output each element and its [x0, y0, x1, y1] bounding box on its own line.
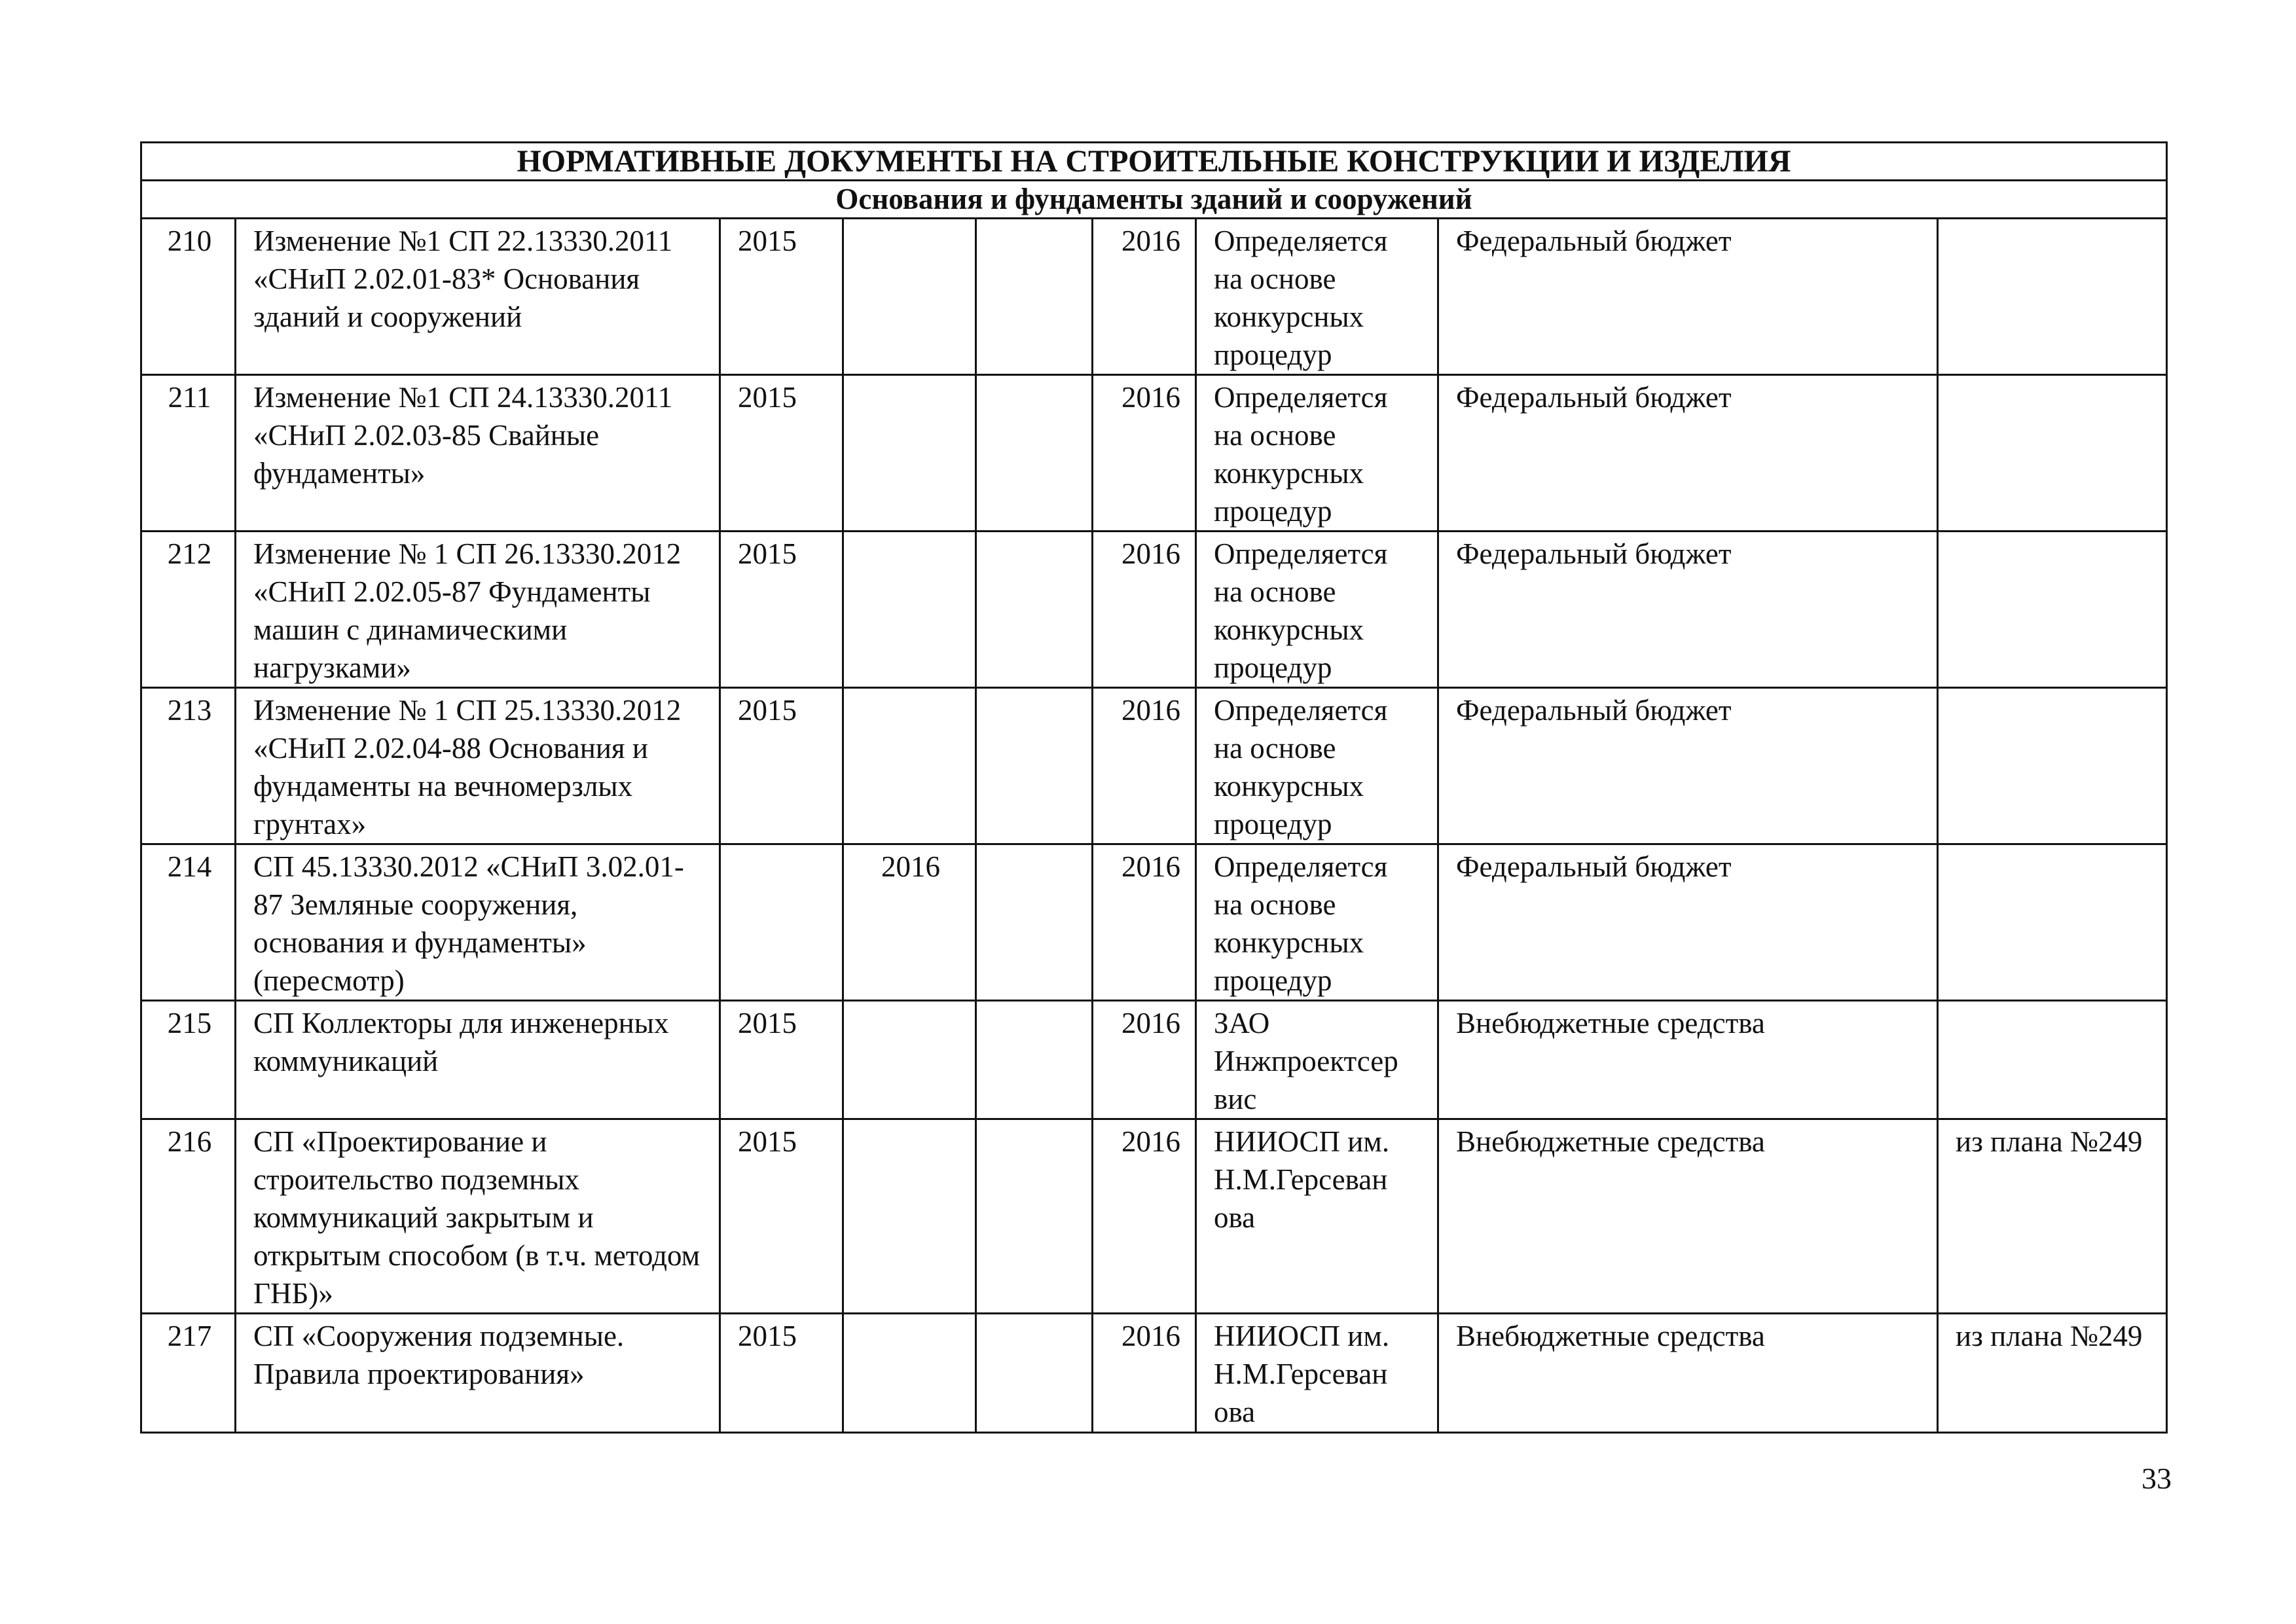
year-col3 [843, 1119, 976, 1314]
note [1938, 219, 2167, 375]
year-start: 2015 [720, 375, 843, 532]
table-title: НОРМАТИВНЫЕ ДОКУМЕНТЫ НА СТРОИТЕЛЬНЫЕ КОНСТРУКЦИИ И ИЗДЕЛИЯ [141, 143, 2167, 181]
funding-source: Внебюджетные средства [1438, 1314, 1938, 1433]
year-col4 [976, 532, 1093, 688]
funding-source: Федеральный бюджет [1438, 688, 1938, 844]
year-start: 2015 [720, 1119, 843, 1314]
year-start [720, 844, 843, 1001]
year-col3 [843, 532, 976, 688]
funding-source: Внебюджетные средства [1438, 1119, 1938, 1314]
table-row [141, 844, 2167, 1001]
table-row [141, 1314, 2167, 1433]
year-end: 2016 [1093, 532, 1196, 688]
document-name: СП «Сооружения подземные. Правила проектирования» [236, 1314, 720, 1433]
executor: ЗАО Инжпроектсер вис [1196, 1001, 1438, 1119]
year-start: 2015 [720, 688, 843, 844]
row-number: 217 [141, 1314, 236, 1433]
standards-table [140, 141, 2168, 1434]
note [1938, 375, 2167, 532]
document-name: Изменение №1 СП 22.13330.2011 «СНиП 2.02.01-83* Основания зданий и сооружений [236, 219, 720, 375]
document-name: СП Коллекторы для инженерных коммуникаций [236, 1001, 720, 1119]
row-number: 216 [141, 1119, 236, 1314]
year-end: 2016 [1093, 219, 1196, 375]
note [1938, 844, 2167, 1001]
table-row [141, 532, 2167, 688]
year-end: 2016 [1093, 1314, 1196, 1433]
row-number: 215 [141, 1001, 236, 1119]
document-name: Изменение № 1 СП 25.13330.2012 «СНиП 2.02.04-88 Основания и фундаменты на вечномерзлых грунтах» [236, 688, 720, 844]
executor: Определяется на основе конкурсных процедур [1196, 844, 1438, 1001]
year-col4 [976, 1119, 1093, 1314]
note: из плана №249 [1938, 1119, 2167, 1314]
row-number: 210 [141, 219, 236, 375]
year-start: 2015 [720, 1314, 843, 1433]
year-start: 2015 [720, 532, 843, 688]
executor: Определяется на основе конкурсных процедур [1196, 688, 1438, 844]
table-row [141, 688, 2167, 844]
funding-source: Федеральный бюджет [1438, 844, 1938, 1001]
year-end: 2016 [1093, 1119, 1196, 1314]
year-col3: 2016 [843, 844, 976, 1001]
note [1938, 688, 2167, 844]
executor: Определяется на основе конкурсных процедур [1196, 532, 1438, 688]
funding-source: Федеральный бюджет [1438, 219, 1938, 375]
funding-source: Внебюджетные средства [1438, 1001, 1938, 1119]
year-col3 [843, 1001, 976, 1119]
year-end: 2016 [1093, 844, 1196, 1001]
table-row [141, 1119, 2167, 1314]
executor: Определяется на основе конкурсных процедур [1196, 375, 1438, 532]
year-col4 [976, 688, 1093, 844]
row-number: 214 [141, 844, 236, 1001]
table-row [141, 219, 2167, 375]
year-col4 [976, 1314, 1093, 1433]
funding-source: Федеральный бюджет [1438, 532, 1938, 688]
section-subtitle: Основания и фундаменты зданий и сооружений [141, 181, 2167, 219]
year-col4 [976, 219, 1093, 375]
document-name: Изменение № 1 СП 26.13330.2012 «СНиП 2.02.05-87 Фундаменты машин с динамическими нагрузками» [236, 532, 720, 688]
year-col3 [843, 688, 976, 844]
executor: НИИОСП им. Н.М.Герсеван ова [1196, 1314, 1438, 1433]
table-row [141, 1001, 2167, 1119]
year-start: 2015 [720, 219, 843, 375]
row-number: 213 [141, 688, 236, 844]
executor: НИИОСП им. Н.М.Герсеван ова [1196, 1119, 1438, 1314]
row-number: 212 [141, 532, 236, 688]
year-end: 2016 [1093, 1001, 1196, 1119]
note [1938, 1001, 2167, 1119]
executor: Определяется на основе конкурсных процедур [1196, 219, 1438, 375]
document-name: СП «Проектирование и строительство подземных коммуникаций закрытым и открытым способом (в т.ч. методом ГНБ)» [236, 1119, 720, 1314]
page-number: 33 [2141, 1462, 2172, 1495]
year-start: 2015 [720, 1001, 843, 1119]
year-col3 [843, 219, 976, 375]
year-col3 [843, 1314, 976, 1433]
year-col4 [976, 375, 1093, 532]
year-col3 [843, 375, 976, 532]
year-col4 [976, 1001, 1093, 1119]
table-row [141, 375, 2167, 532]
note [1938, 532, 2167, 688]
year-end: 2016 [1093, 375, 1196, 532]
document-name: Изменение №1 СП 24.13330.2011 «СНиП 2.02.03-85 Свайные фундаменты» [236, 375, 720, 532]
document-name: СП 45.13330.2012 «СНиП 3.02.01-87 Земляные сооружения, основания и фундаменты» (пересмотр) [236, 844, 720, 1001]
note: из плана №249 [1938, 1314, 2167, 1433]
year-col4 [976, 844, 1093, 1001]
row-number: 211 [141, 375, 236, 532]
year-end: 2016 [1093, 688, 1196, 844]
funding-source: Федеральный бюджет [1438, 375, 1938, 532]
